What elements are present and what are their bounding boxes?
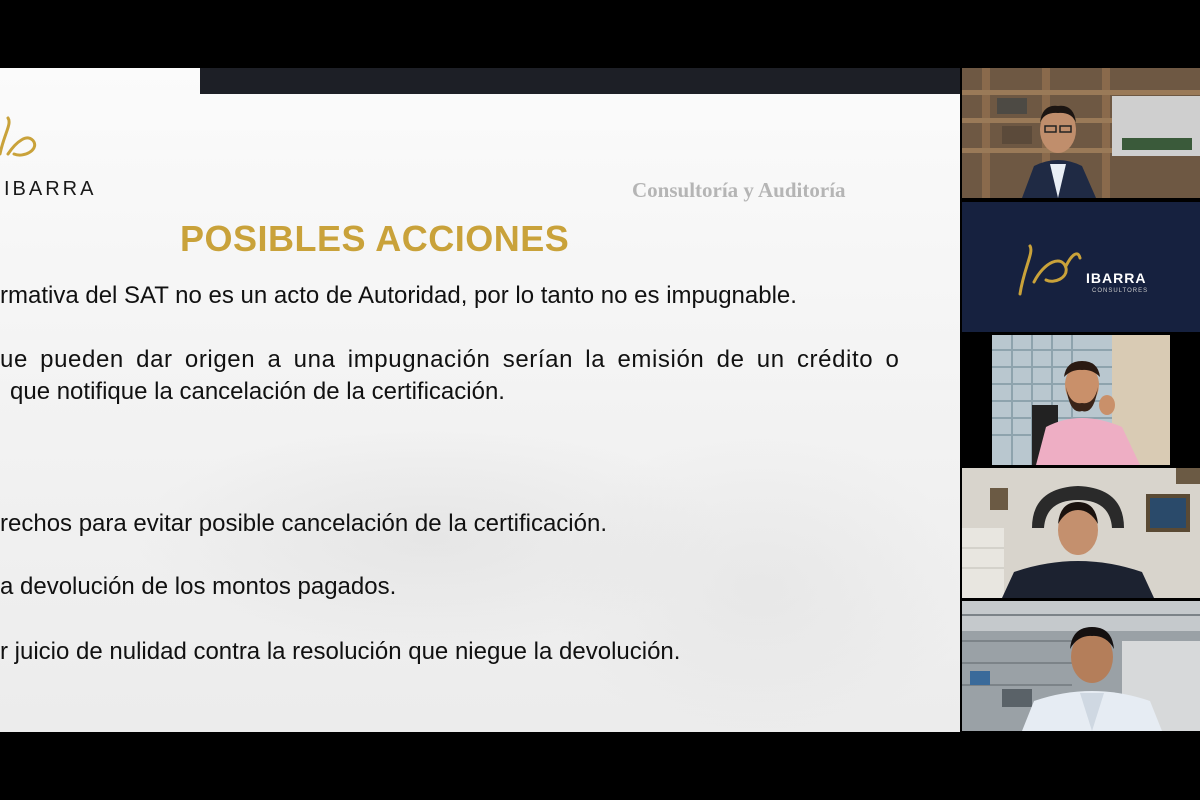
logo-tile-brand: IBARRA (1086, 270, 1147, 286)
ibarra-logo-icon (962, 202, 1200, 332)
ibarra-logo-icon (0, 114, 50, 170)
slide-line-4: rechos para evitar posible cancelación de la certificación. (0, 510, 607, 537)
participant-panel (962, 68, 1200, 732)
participant-video-3[interactable] (962, 335, 1200, 465)
shared-presentation-slide (0, 68, 960, 732)
slide-line-5: a devolución de los montos pagados. (0, 573, 397, 600)
brand-name: IBARRA (4, 178, 97, 200)
participant-video-5[interactable] (962, 601, 1200, 731)
slide-header-bar (200, 68, 960, 94)
participant-logo-tile[interactable] (962, 202, 1200, 332)
top-black-bar (0, 0, 1200, 68)
slide-title: POSIBLES ACCIONES (180, 218, 570, 259)
slide-line-3: que notifique la cancelación de la certificación. (10, 378, 505, 405)
slide-line-6: r juicio de nulidad contra la resolución que niegue la devolución. (0, 638, 681, 665)
logo-tile-sub: CONSULTORES (1092, 288, 1149, 294)
participant-video-1[interactable] (962, 68, 1200, 198)
participant-video-4[interactable] (962, 468, 1200, 598)
slide-tagline: Consultoría y Auditoría (632, 178, 846, 202)
slide-line-1: rmativa del SAT no es un acto de Autoridad, por lo tanto no es impugnable. (0, 282, 797, 309)
bottom-black-bar (0, 732, 1200, 800)
slide-line-2: ue pueden dar origen a una impugnación serían la emisión de un crédito o (0, 346, 900, 373)
